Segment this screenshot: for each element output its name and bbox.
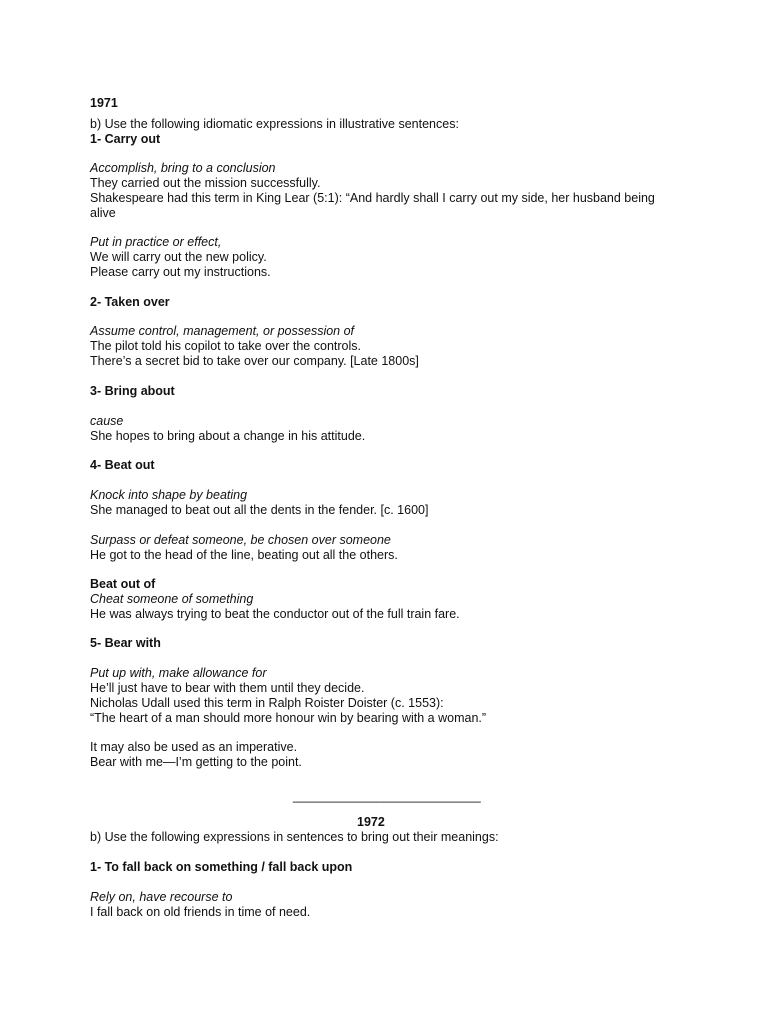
taken-over-example-2: There’s a secret bid to take over our company. [Late 1800s] xyxy=(90,354,419,368)
bear-with-example-4: It may also be used as an imperative. xyxy=(90,740,298,754)
carry-out-example-4: Please carry out my instructions. xyxy=(90,265,271,279)
beat-out-definition-2: Surpass or defeat someone, be chosen over someone xyxy=(90,533,391,547)
year-1971-heading: 1971 xyxy=(90,96,118,110)
bear-with-definition: Put up with, make allowance for xyxy=(90,666,267,680)
carry-out-heading: 1- Carry out xyxy=(90,132,161,146)
fall-back-example-1: I fall back on old friends in time of need. xyxy=(90,905,311,919)
year-1972-heading: 1972 xyxy=(357,815,385,829)
beat-out-of-example: He was always trying to beat the conductor out of the full train fare. xyxy=(90,607,460,621)
beat-out-example-1: She managed to beat out all the dents in the fender. [c. 1600] xyxy=(90,503,429,517)
beat-out-example-2: He got to the head of the line, beating out all the others. xyxy=(90,548,398,562)
beat-out-definition-1: Knock into shape by beating xyxy=(90,488,248,502)
carry-out-example-2-line-2: alive xyxy=(90,206,116,220)
fall-back-heading: 1- To fall back on something / fall back upon xyxy=(90,860,353,874)
carry-out-example-2-line-1: Shakespeare had this term in King Lear (5:1): “And hardly shall I carry out my side, her husband being xyxy=(90,191,655,205)
carry-out-definition-1: Accomplish, bring to a conclusion xyxy=(90,161,276,175)
bear-with-example-5: Bear with me—I’m getting to the point. xyxy=(90,755,302,769)
taken-over-heading: 2- Taken over xyxy=(90,295,170,309)
bring-about-example-1: She hopes to bring about a change in his attitude. xyxy=(90,429,366,443)
taken-over-example-1: The pilot told his copilot to take over the controls. xyxy=(90,339,361,353)
beat-out-of-heading: Beat out of xyxy=(90,577,156,591)
taken-over-definition: Assume control, management, or possession of xyxy=(90,324,355,338)
beat-out-of-definition: Cheat someone of something xyxy=(90,592,254,606)
instruction-1971: b) Use the following idiomatic expressions in illustrative sentences: xyxy=(90,117,459,131)
bear-with-heading: 5- Bear with xyxy=(90,636,161,650)
carry-out-example-1: They carried out the mission successfully. xyxy=(90,176,321,190)
carry-out-example-3: We will carry out the new policy. xyxy=(90,250,267,264)
section-separator: ___________________________ xyxy=(293,789,481,803)
beat-out-heading: 4- Beat out xyxy=(90,458,155,472)
instruction-1972: b) Use the following expressions in sentences to bring out their meanings: xyxy=(90,830,499,844)
bear-with-example-2: Nicholas Udall used this term in Ralph Roister Doister (c. 1553): xyxy=(90,696,444,710)
bring-about-heading: 3- Bring about xyxy=(90,384,175,398)
carry-out-definition-2: Put in practice or effect, xyxy=(90,235,222,249)
bear-with-example-3: “The heart of a man should more honour win by bearing with a woman.” xyxy=(90,711,487,725)
fall-back-definition: Rely on, have recourse to xyxy=(90,890,233,904)
bear-with-example-1: He’ll just have to bear with them until they decide. xyxy=(90,681,365,695)
bring-about-definition: cause xyxy=(90,414,124,428)
